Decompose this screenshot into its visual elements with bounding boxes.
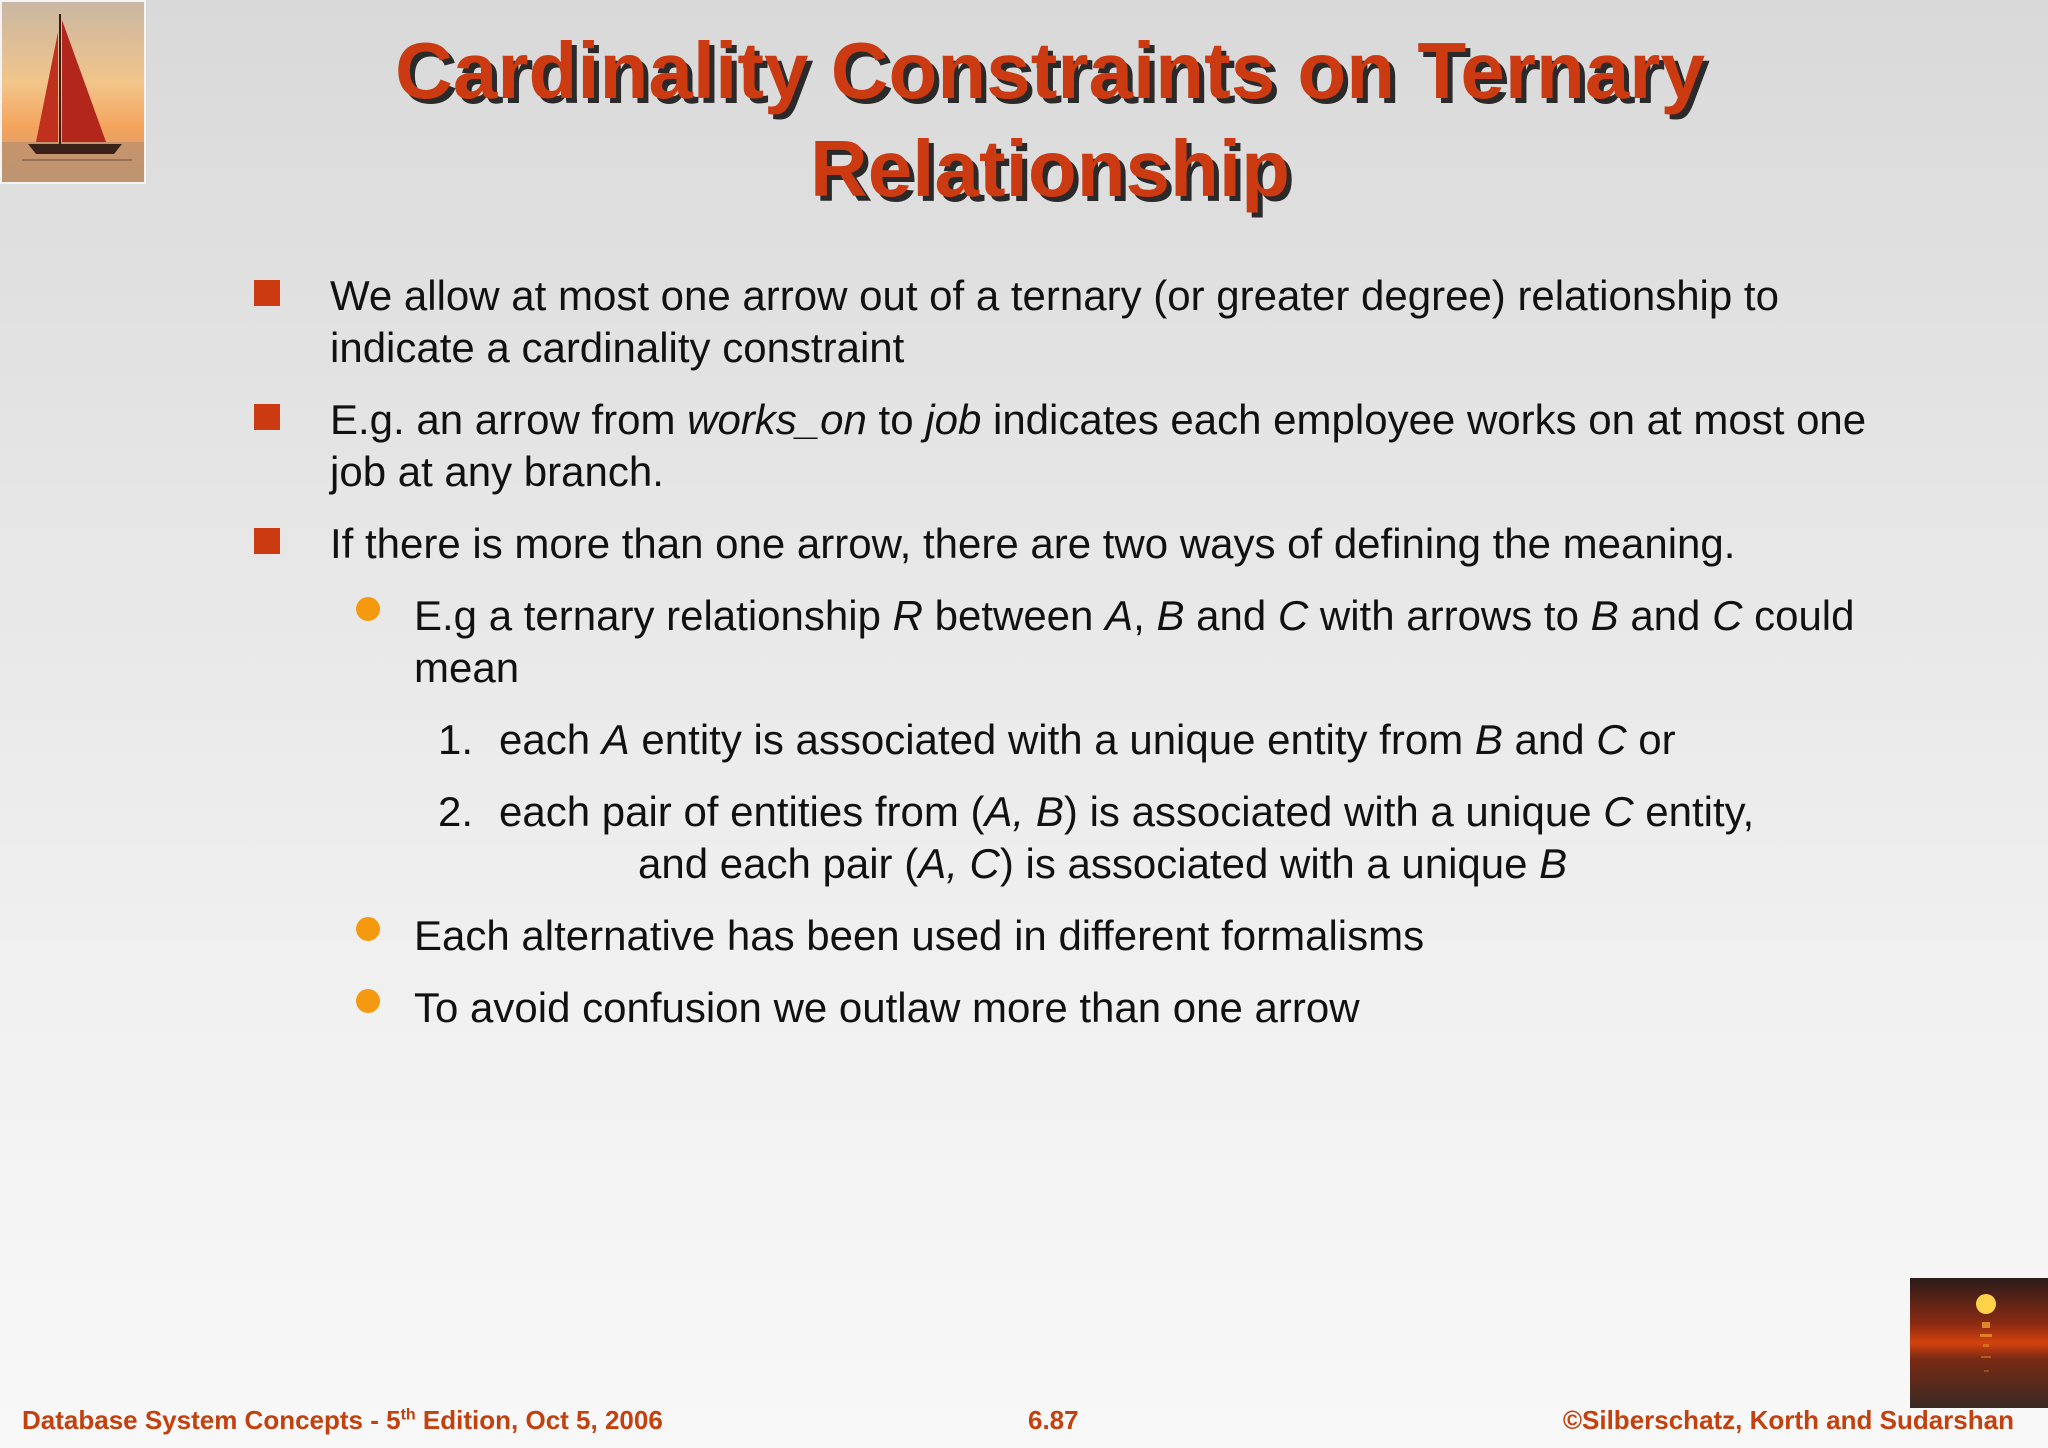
numbered-item-1-text: each A entity is associated with a unique entity from B and C or — [499, 716, 1676, 763]
bullet-2-line-1: E.g. an arrow from works_on to job indicates each employee works on at most one — [330, 396, 1867, 443]
footer-slide-number: 6.87 — [1028, 1405, 1079, 1435]
numbered-item-2-number: 2. — [438, 788, 474, 835]
title-line-1: Cardinality Constraints on Ternary — [395, 26, 1705, 115]
bullet-3-line-1: If there is more than one arrow, there are two ways of defining the meaning. — [330, 520, 1736, 567]
numbered-item-1-number: 1. — [438, 716, 474, 763]
footer-copyright: ©Silberschatz, Korth and Sudarshan — [1562, 1405, 2014, 1435]
sub-bullet-3: To avoid confusion we outlaw more than one arrow — [414, 984, 1360, 1031]
sub-bullet-2: Each alternative has been used in different formalisms — [414, 912, 1425, 959]
square-bullet-icon — [254, 280, 280, 306]
round-bullet-icon — [356, 597, 380, 621]
bullet-2-line-2: job at any branch. — [330, 448, 664, 495]
round-bullet-icon — [356, 917, 380, 941]
numbered-item-2-line-1: each pair of entities from (A, B) is associated with a unique C entity, — [499, 788, 1755, 835]
bullet-1-line-2: indicate a cardinality constraint — [330, 324, 905, 371]
square-bullet-icon — [254, 528, 280, 554]
numbered-item-2-line-2: and each pair (A, C) is associated with a unique B — [638, 840, 1568, 887]
sailboat-photo — [0, 0, 146, 184]
title-line-2: Relationship — [809, 124, 1291, 213]
page-title — [250, 22, 1850, 218]
sub-bullet-1-line-1: E.g a ternary relationship R between A, B and C with arrows to B and C could — [414, 592, 1855, 639]
round-bullet-icon — [356, 989, 380, 1013]
sunset-photo — [1910, 1278, 2048, 1408]
square-bullet-icon — [254, 404, 280, 430]
sub-bullet-1-line-2: mean — [414, 644, 520, 691]
footer-book-info: Database System Concepts - 5th Edition, Oct 5, 2006 — [22, 1405, 663, 1435]
bullet-1-line-1: We allow at most one arrow out of a ternary (or greater degree) relationship to — [330, 272, 1779, 319]
